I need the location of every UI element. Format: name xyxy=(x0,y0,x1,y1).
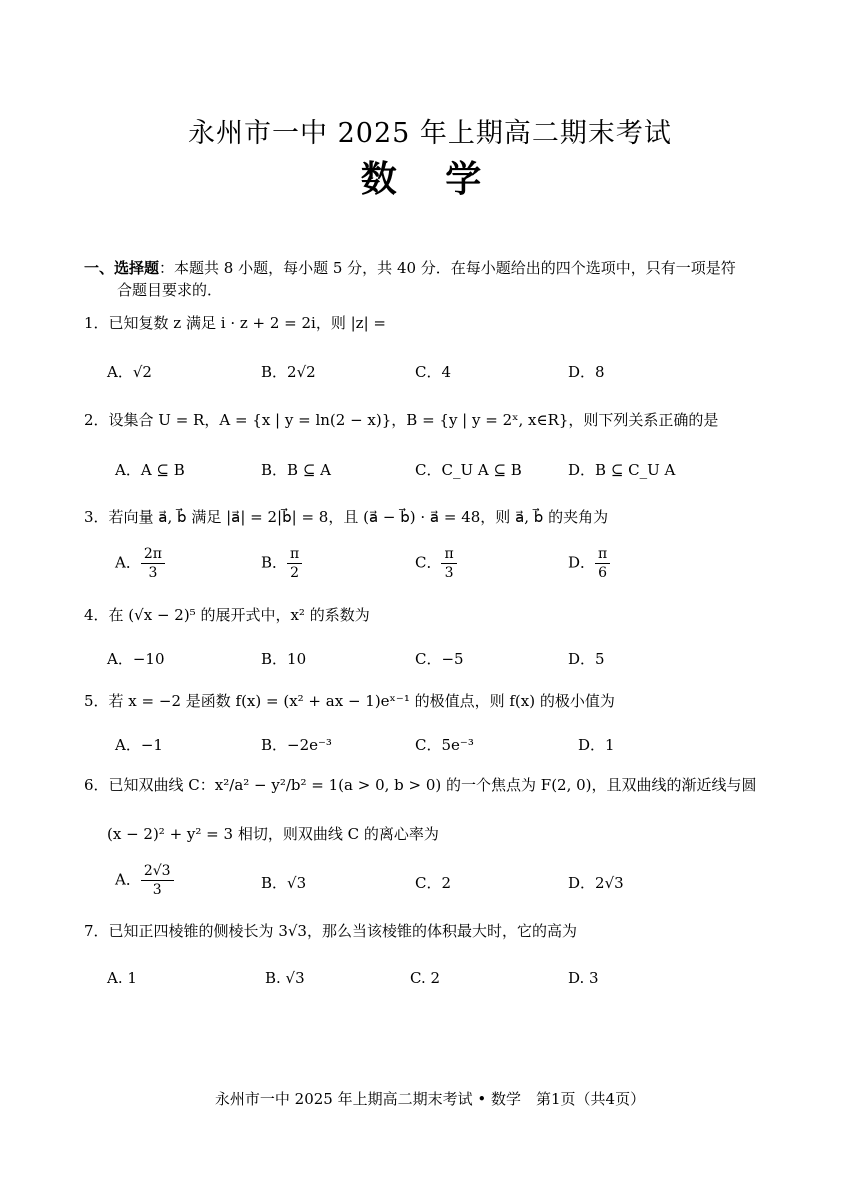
fraction xyxy=(441,545,456,582)
fraction-numerator: 2π xyxy=(141,545,165,564)
fraction xyxy=(141,862,174,899)
option-label: A． xyxy=(115,870,141,889)
question-7-option-d: D. 3 xyxy=(568,969,599,987)
question-2-option-a: A．A ⊆ B xyxy=(115,461,185,479)
question-1-option-c: C．4 xyxy=(415,363,452,381)
fraction-denominator: 6 xyxy=(598,565,608,581)
fraction-denominator: 3 xyxy=(148,565,158,581)
question-2-option-c: C．C_U A ⊆ B xyxy=(415,461,522,479)
fraction-numerator: 2√3 xyxy=(141,862,174,881)
option-label: C． xyxy=(415,553,442,572)
question-4-option-c: C．−5 xyxy=(415,650,464,668)
question-5-option-c: C．5e⁻³ xyxy=(415,736,474,754)
section-instructions-line1: ：本题共 8 小题，每小题 5 分，共 40 分．在每小题给出的四个选项中，只有一项是符 xyxy=(159,259,736,277)
question-6-option-a xyxy=(115,862,174,899)
subject-title: 数 学 xyxy=(360,159,500,200)
option-label: D． xyxy=(568,553,596,572)
question-3-option-d xyxy=(568,545,610,582)
option-label: A． xyxy=(115,553,141,572)
question-6-option-c: C．2 xyxy=(415,874,452,892)
question-3-option-a xyxy=(115,545,165,582)
fraction-denominator: 2 xyxy=(290,565,300,581)
question-4-stem: 4．在 (√x − 2)⁵ 的展开式中，x² 的系数为 xyxy=(84,606,370,624)
question-6-stem: 6．已知双曲线 C：x²/a² − y²/b² = 1(a > 0, b > 0) 的一个焦点为 F(2, 0)，且双曲线的渐近线与圆 xyxy=(84,776,757,794)
fraction xyxy=(595,545,610,582)
fraction xyxy=(141,545,165,582)
question-2-option-b: B．B ⊆ A xyxy=(261,461,331,479)
question-7-option-a: A. 1 xyxy=(107,969,137,987)
question-3-option-b xyxy=(261,545,302,582)
question-7-option-c: C. 2 xyxy=(410,969,441,987)
question-7-stem: 7．已知正四棱锥的侧棱长为 3√3，那么当该棱锥的体积最大时，它的高为 xyxy=(84,922,577,940)
question-7-option-b: B. √3 xyxy=(265,969,305,987)
section-instructions-line2: 合题目要求的． xyxy=(117,281,223,299)
fraction-numerator: π xyxy=(441,545,456,564)
section-label: 一、选择题 xyxy=(84,259,160,277)
question-5-stem: 5．若 x = −2 是函数 f(x) = (x² + ax − 1)eˣ⁻¹ 的极值点，则 f(x) 的极小值为 xyxy=(84,692,615,710)
question-4-option-a: A．−10 xyxy=(107,650,165,668)
fraction-denominator: 3 xyxy=(152,882,162,898)
question-2-option-d: D．B ⊆ C_U A xyxy=(568,461,676,479)
question-1-option-b: B．2√2 xyxy=(261,363,316,381)
question-2-stem: 2．设集合 U = R，A = {x | y = ln(2 − x)}，B = {y | y = 2ˣ, x∈R}，则下列关系正确的是 xyxy=(84,411,719,429)
fraction xyxy=(287,545,302,582)
question-4-option-b: B．10 xyxy=(261,650,307,668)
question-1-stem: 1．已知复数 z 满足 i · z + 2 = 2i，则 |z| = xyxy=(84,314,386,332)
fraction-denominator: 3 xyxy=(444,565,454,581)
question-6-stem-continued: (x − 2)² + y² = 3 相切，则双曲线 C 的离心率为 xyxy=(107,825,439,843)
question-5-option-b: B．−2e⁻³ xyxy=(261,736,332,754)
question-3-option-c xyxy=(415,545,457,582)
question-5-option-a: A．−1 xyxy=(115,736,163,754)
fraction-numerator: π xyxy=(595,545,610,564)
question-3-stem: 3．若向量 a⃗, b⃗ 满足 |a⃗| = 2|b⃗| = 8，且 (a⃗ − b⃗) · a⃗ = 48，则 a⃗, b⃗ 的夹角为 xyxy=(84,508,609,526)
fraction-numerator: π xyxy=(287,545,302,564)
option-label: B． xyxy=(261,553,288,572)
question-6-option-d: D．2√3 xyxy=(568,874,624,892)
page-title: 永州市一中 2025 年上期高二期末考试 xyxy=(188,118,672,149)
question-4-option-d: D．5 xyxy=(568,650,605,668)
section-heading xyxy=(84,257,784,301)
question-1-option-d: D．8 xyxy=(568,363,605,381)
question-5-option-d: D．1 xyxy=(578,736,615,754)
page-footer: 永州市一中 2025 年上期高二期末考试 • 数学 第1页（共4页） xyxy=(214,1090,646,1108)
question-1-option-a: A．√2 xyxy=(107,363,152,381)
question-6-option-b: B．√3 xyxy=(261,874,307,892)
